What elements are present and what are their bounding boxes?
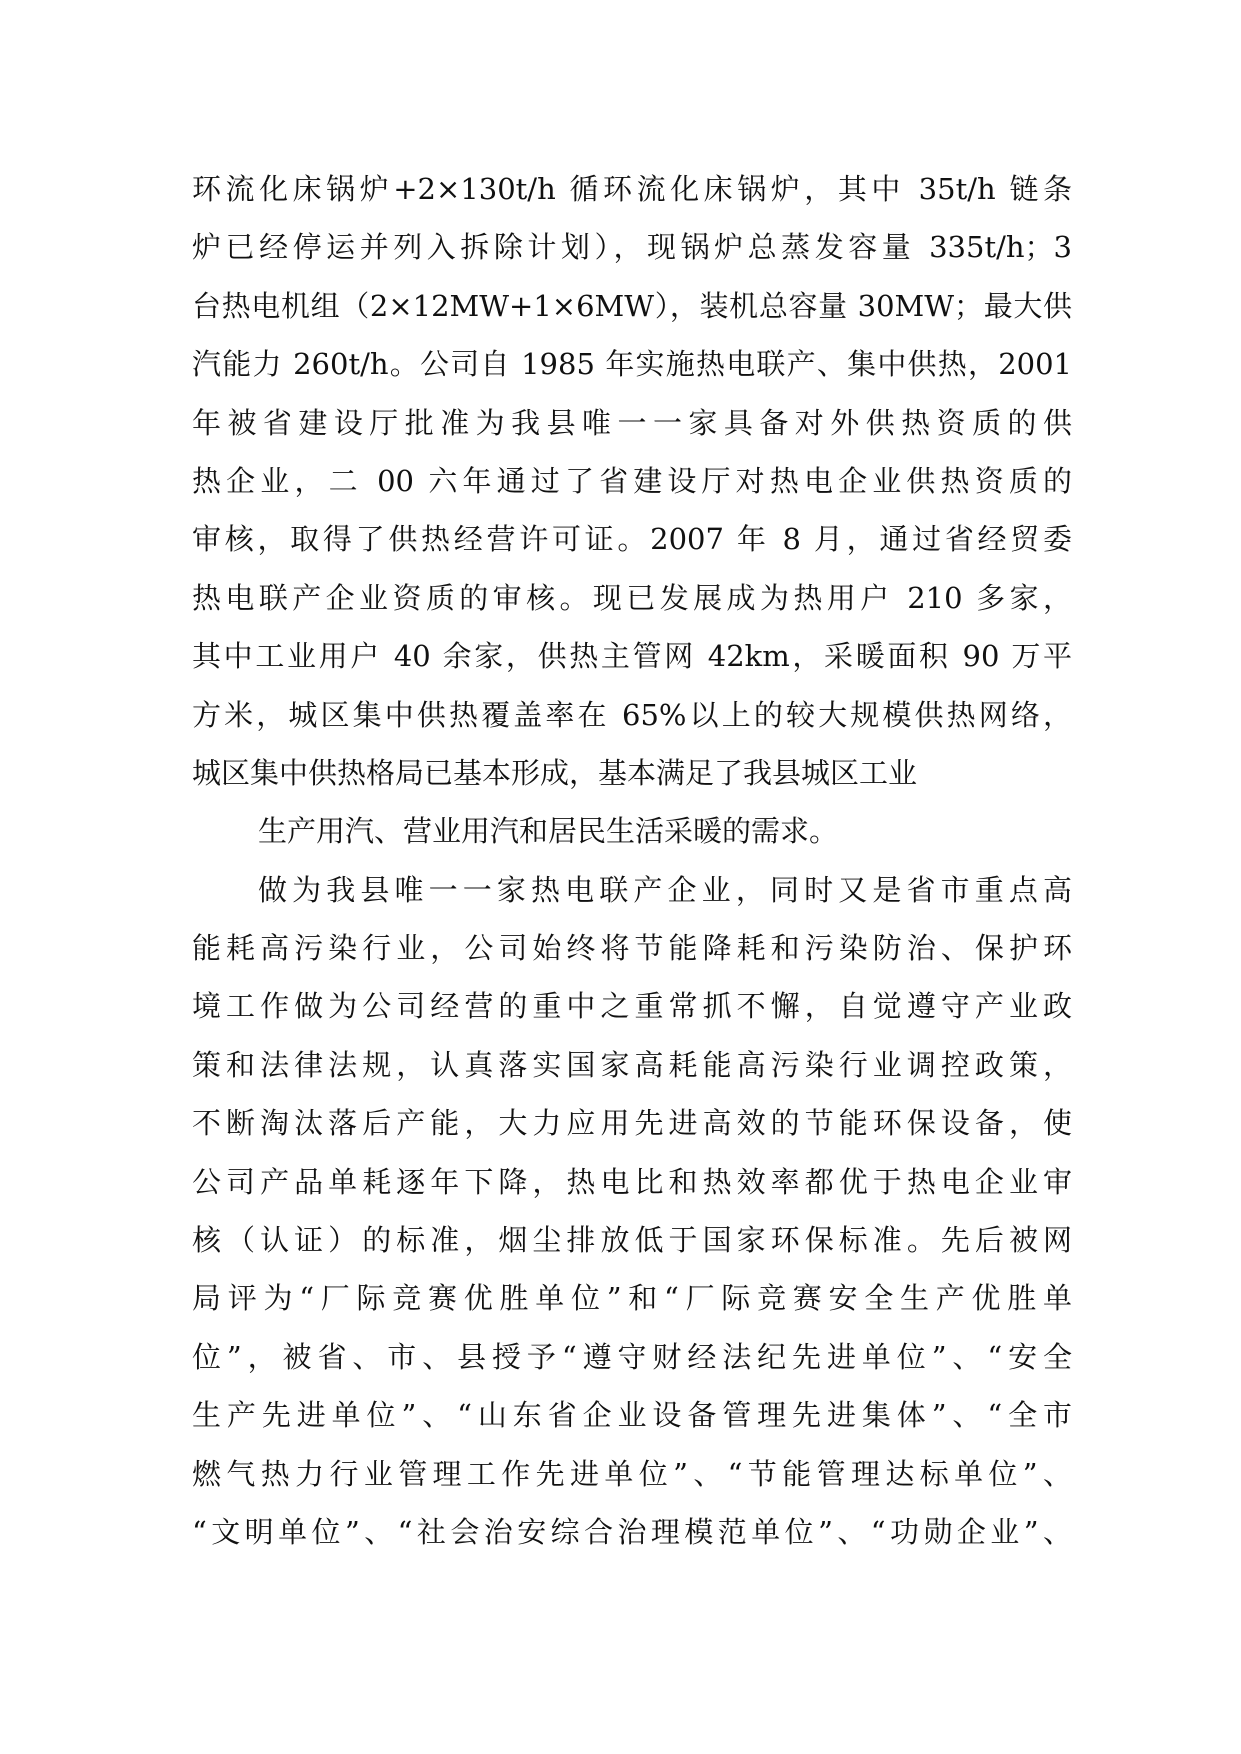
text-line: 台热电机组（2×12MW+1×6MW），装机总容量 30MW；最大供 [192,288,1072,323]
text-line: 生产用汽、营业用汽和居民生活采暖的需求。 [258,814,839,849]
body-text [192,160,1072,1561]
text-line: 公司产品单耗逐年下降，热电比和热效率都优于热电企业审 [192,1164,1072,1199]
paragraph-start-line: 做为我县唯一一家热电联产企业，同时又是省市重点高 [258,872,1072,907]
text-line: 局评为“厂际竞赛优胜单位”和“厂际竞赛安全生产优胜单 [192,1281,1072,1316]
text-line: 城区集中供热格局已基本形成，基本满足了我县城区工业 [192,755,918,790]
text-line: 生产先进单位”、“山东省企业设备管理先进集体”、“全市 [192,1398,1072,1433]
text-line: 能耗高污染行业，公司始终将节能降耗和污染防治、保护环 [192,931,1072,966]
text-line: 热企业，二 00 六年通过了省建设厅对热电企业供热资质的 [192,463,1072,498]
text-line: 热电联产企业资质的审核。现已发展成为热用户 210 多家， [192,580,1072,615]
text-line: 燃气热力行业管理工作先进单位”、“节能管理达标单位”、 [192,1456,1072,1491]
text-line: 核（认证）的标准，烟尘排放低于国家环保标准。先后被网 [192,1223,1072,1258]
text-line: 不断淘汰落后产能，大力应用先进高效的节能环保设备，使 [192,1106,1072,1141]
text-line: 方米，城区集中供热覆盖率在 65%以上的较大规模供热网络， [192,697,1072,732]
text-line: 策和法律法规，认真落实国家高耗能高污染行业调控政策， [192,1047,1072,1082]
text-line: 环流化床锅炉+2×130t/h 循环流化床锅炉，其中 35t/h 链条 [192,172,1072,206]
text-line: 汽能力 260t/h。公司自 1985 年实施热电联产、集中供热，2001 [192,347,1072,382]
text-line: 审核，取得了供热经营许可证。2007 年 8 月，通过省经贸委 [192,522,1072,557]
text-line: 炉已经停运并列入拆除计划），现锅炉总蒸发容量 335t/h；3 [192,230,1072,265]
text-line: 年被省建设厅批准为我县唯一一家具备对外供热资质的供 [192,405,1072,440]
text-line: 其中工业用户 40 余家，供热主管网 42km，采暖面积 90 万平 [192,639,1072,674]
text-line: 境工作做为公司经营的重中之重常抓不懈，自觉遵守产业政 [192,989,1072,1024]
text-line: “文明单位”、“社会治安综合治理模范单位”、“功勋企业”、 [192,1514,1072,1549]
text-line: 位”，被省、市、县授予“遵守财经法纪先进单位”、“安全 [192,1339,1072,1374]
